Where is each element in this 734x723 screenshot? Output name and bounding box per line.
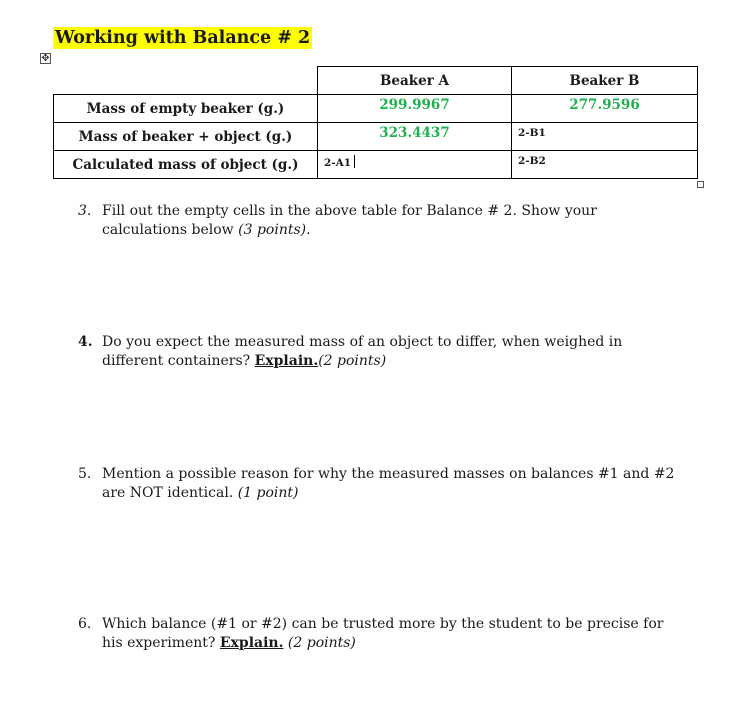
question-points: (3 points).: [238, 222, 311, 238]
cell-beaker-plus-object-b[interactable]: 2-B1: [512, 123, 698, 151]
question-6: [78, 615, 678, 653]
question-4: [78, 333, 678, 371]
cell-calculated-mass-a[interactable]: [318, 151, 512, 179]
question-text: Fill out the empty cells in the above table for Balance # 2. Show your calculations below: [102, 203, 597, 238]
cell-text: 2-A1: [324, 157, 352, 169]
question-points: (1 point): [237, 485, 299, 501]
section-title: Working with Balance # 2: [55, 28, 311, 48]
cell-beaker-plus-object-a[interactable]: 323.4437: [318, 123, 512, 151]
table-row: [54, 123, 698, 151]
header-beaker-b: Beaker B: [512, 67, 698, 95]
empty-corner-cell: [54, 67, 318, 95]
table-resize-handle[interactable]: [697, 181, 704, 188]
row-label-beaker-plus-object: Mass of beaker + object (g.): [54, 123, 318, 151]
question-number: 6.: [78, 616, 92, 632]
table-header-row: [54, 67, 698, 95]
question-points: (2 points): [287, 635, 356, 651]
explain-label: Explain.: [254, 353, 319, 369]
question-text: Do you expect the measured mass of an object to differ, when weighed in different containers?: [102, 334, 623, 369]
row-label-empty-beaker: Mass of empty beaker (g.): [54, 95, 318, 123]
table-row: [54, 151, 698, 179]
question-text: Mention a possible reason for why the measured masses on balances #1 and #2 are NOT identical.: [102, 466, 675, 501]
question-3: [78, 202, 678, 240]
text-cursor: [354, 155, 355, 168]
explain-label: Explain.: [219, 635, 284, 651]
question-5: [78, 465, 678, 503]
cell-calculated-mass-b[interactable]: 2-B2: [512, 151, 698, 179]
question-number: 4.: [78, 334, 93, 350]
cell-empty-beaker-a[interactable]: 299.9967: [318, 95, 512, 123]
table-row: [54, 95, 698, 123]
header-beaker-a: Beaker A: [318, 67, 512, 95]
cell-empty-beaker-b[interactable]: 277.9596: [512, 95, 698, 123]
row-label-calculated-mass: Calculated mass of object (g.): [54, 151, 318, 179]
question-points: (2 points): [318, 353, 387, 369]
balance-table: [53, 66, 698, 179]
question-number: 3.: [78, 203, 92, 219]
table-move-handle-icon[interactable]: ✥: [41, 53, 50, 64]
question-number: 5.: [78, 466, 92, 482]
question-text: Which balance (#1 or #2) can be trusted more by the student to be precise for his experiment?: [102, 616, 664, 651]
